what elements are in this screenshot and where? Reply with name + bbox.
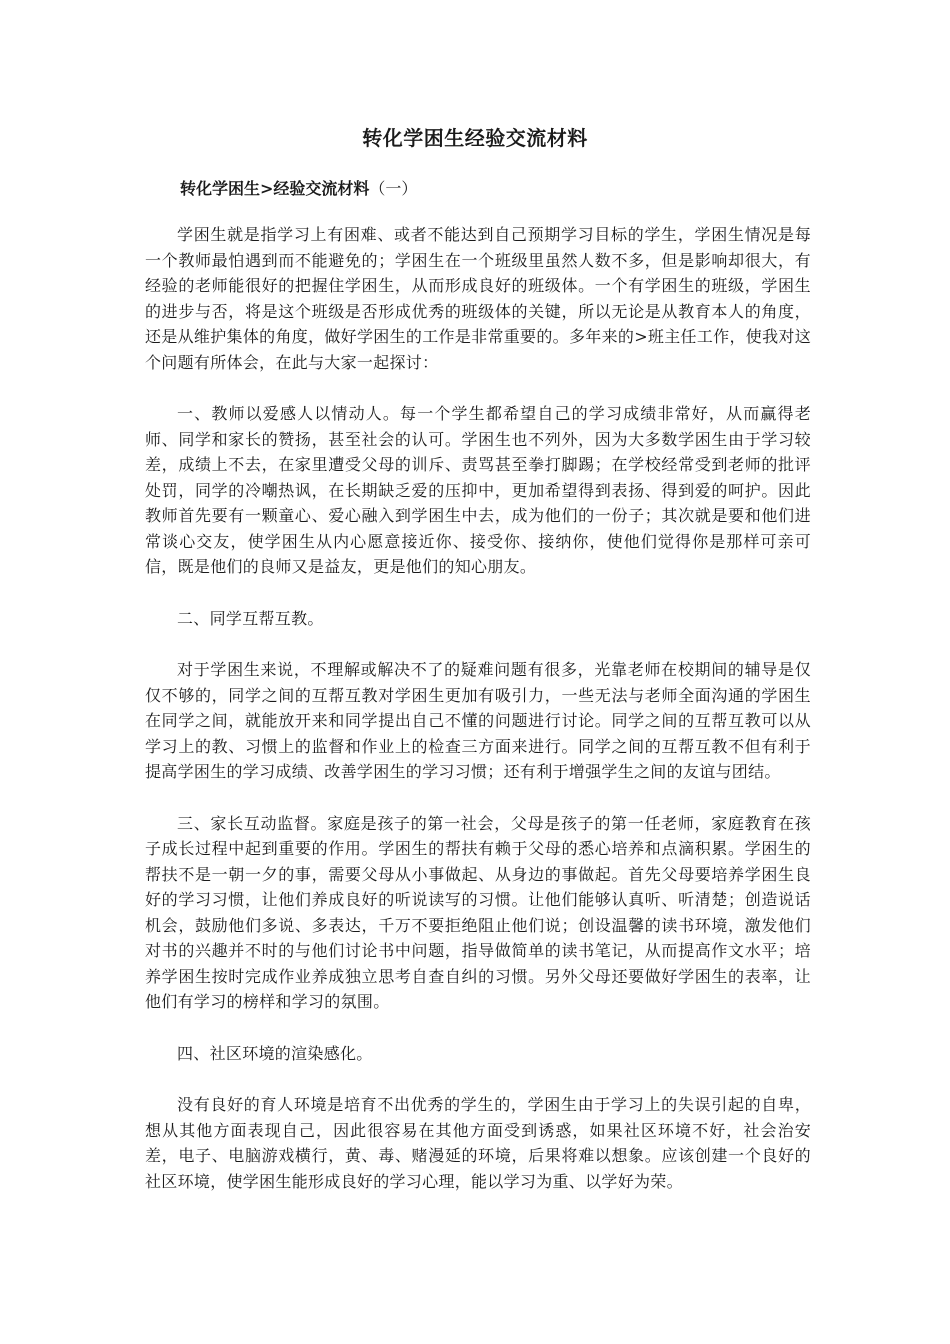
subtitle-main: 转化学困生>经验交流材料 bbox=[180, 179, 370, 198]
paragraph-intro: 学困生就是指学习上有困难、或者不能达到自己预期学习目标的学生，学困生情况是每一个教师最怕遇到而不能避免的；学困生在一个班级里虽然人数不多，但是影响却很大，有经验的老师能很好的把握住学困生，从而形成良好的班级体。一个有学困生的班级，学困生的进步与否，将是这个班级是否形成优秀的班级体的关键，所以无论是从教育本人的角度，还是从维护集体的角度，做好学困生的工作是非常重要的。多年来的>班主任工作，使我对这个问题有所体会，在此与大家一起探讨： bbox=[145, 225, 811, 372]
document-body bbox=[145, 222, 811, 1194]
heading-point-four: 四、社区环境的渲染感化。 bbox=[177, 1043, 373, 1063]
subtitle-suffix: （一） bbox=[369, 179, 418, 198]
heading-point-two: 二、同学互帮互教。 bbox=[177, 608, 324, 628]
section-subtitle bbox=[180, 176, 417, 199]
paragraph-point-two: 对于学困生来说，不理解或解决不了的疑难问题有很多，光靠老师在校期间的辅导是仅仅不够的，同学之间的互帮互教对学困生更加有吸引力，一些无法与老师全面沟通的学困生在同学之间，就能放开来和同学提出自己不懂的问题进行讨论。同学之间的互帮互教可以从学习上的教、习惯上的监督和作业上的检查三方面来进行。同学之间的互帮互教不但有利于提高学困生的学习成绩、改善学困生的学习习惯；还有利于增强学生之间的友谊与团结。 bbox=[145, 660, 811, 781]
paragraph-point-one: 一、教师以爱感人以情动人。每一个学生都希望自己的学习成绩非常好，从而赢得老师、同学和家长的赞扬，甚至社会的认可。学困生也不列外，因为大多数学困生由于学习较差，成绩上不去，在家里遭受父母的训斥、责骂甚至拳打脚踢；在学校经常受到老师的批评处罚，同学的冷嘲热讽，在长期缺乏爱的压抑中，更加希望得到表扬、得到爱的呵护。因此教师首先要有一颗童心、爱心融入到学困生中去，成为他们的一份子；其次就是要和他们进常谈心交友，使学困生从内心愿意接近你、接受你、接纳你，使他们觉得你是那样可亲可信，既是他们的良师又是益友，更是他们的知心朋友。 bbox=[145, 404, 811, 576]
paragraph-point-three: 三、家长互动监督。家庭是孩子的第一社会，父母是孩子的第一任老师，家庭教育在孩子成长过程中起到重要的作用。学困生的帮扶有赖于父母的悉心培养和点滴积累。学困生的帮扶不是一朝一夕的事，需要父母从小事做起、从身边的事做起。首先父母要培养学困生良好的学习习惯，让他们养成良好的听说读写的习惯。让他们能够认真听、听清楚；创造说话机会，鼓励他们多说、多表达，千万不要拒绝阻止他们说；创设温馨的读书环境，激发他们对书的兴趣并不时的与他们讨论书中问题，指导做简单的读书笔记，从而提高作文水平；培养学困生按时完成作业养成独立思考自查自纠的习惯。另外父母还要做好学困生的表率，让他们有学习的榜样和学习的氛围。 bbox=[145, 813, 811, 1011]
document-title: 转化学困生经验交流材料 bbox=[362, 126, 588, 150]
paragraph-point-four: 没有良好的育人环境是培育不出优秀的学生的，学困生由于学习上的失误引起的自卑，想从其他方面表现自己，因此很容易在其他方面受到诱惑，如果社区环境不好，社会治安差，电子、电脑游戏横行，黄、毒、赌漫延的环境，后果将难以想象。应该创建一个良好的社区环境，使学困生能形成良好的学习心理，能以学习为重、以学好为荣。 bbox=[145, 1095, 811, 1191]
